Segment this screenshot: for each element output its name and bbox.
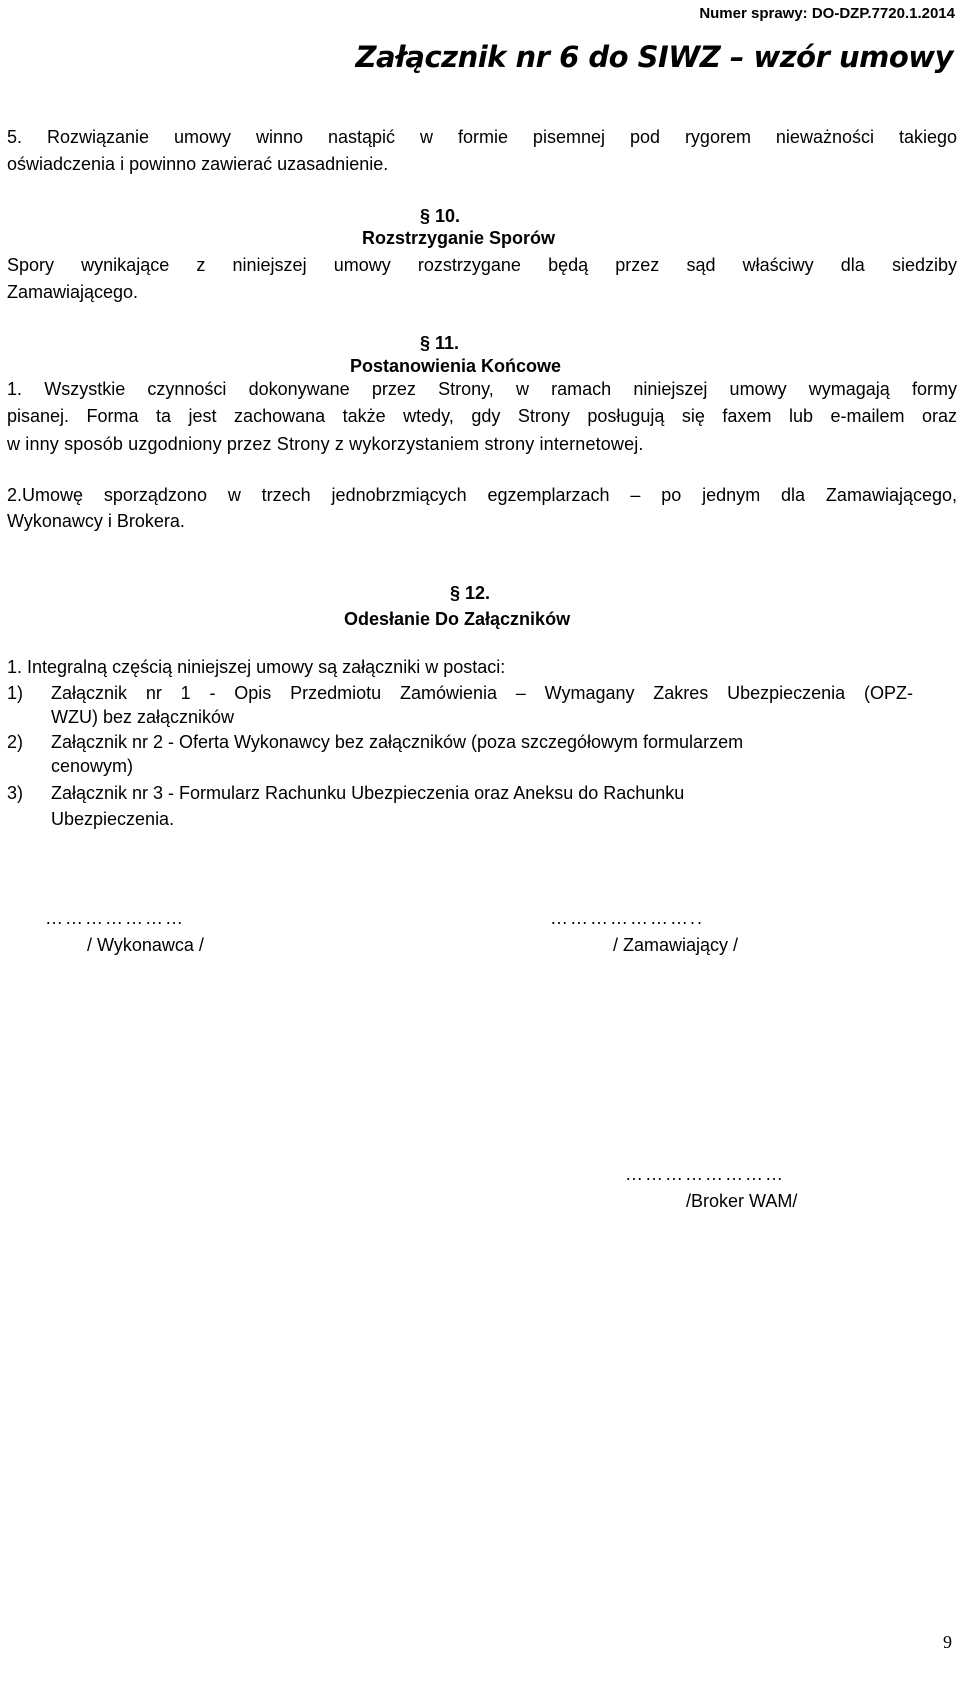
section11-p1-line2: pisanej. Forma ta jest zachowana także wtedy, gdy Strony posługują się faxem lub e-mailem oraz bbox=[7, 406, 957, 426]
broker-signature-line: …………………… bbox=[625, 1164, 785, 1184]
attachment-3-number: 3) bbox=[7, 783, 24, 803]
section12-title: Odesłanie Do Załączników bbox=[344, 609, 571, 629]
section10-line2: Zamawiającego. bbox=[7, 282, 139, 302]
attachment-3-line1: Załącznik nr 3 - Formularz Rachunku Ubezpieczenia oraz Aneksu do Rachunku bbox=[51, 783, 685, 803]
attachment-1-line2: WZU) bez załączników bbox=[51, 707, 235, 727]
section10-line1: Spory wynikające z niniejszej umowy rozstrzygane będą przez sąd właściwy dla siedziby bbox=[7, 255, 957, 275]
section11-p2-line1: 2.Umowę sporządzono w trzech jednobrzmiących egzemplarzach – po jednym dla Zamawiającego, bbox=[7, 485, 957, 505]
case-number: Numer sprawy: DO-DZP.7720.1.2014 bbox=[699, 5, 955, 22]
document-title: Załącznik nr 6 do SIWZ – wzór umowy bbox=[355, 40, 953, 74]
attachment-2-line1: Załącznik nr 2 - Oferta Wykonawcy bez załączników (poza szczegółowym formularzem bbox=[51, 732, 744, 752]
section10-title: Rozstrzyganie Sporów bbox=[362, 228, 556, 248]
attachment-1-number: 1) bbox=[7, 683, 24, 703]
attachment-1-line1: Załącznik nr 1 - Opis Przedmiotu Zamówienia – Wymagany Zakres Ubezpieczenia (OPZ- bbox=[51, 683, 913, 703]
attachment-2-line2: cenowym) bbox=[51, 756, 134, 776]
section11-p1-line3: w inny sposób uzgodniony przez Strony z wykorzystaniem strony internetowej. bbox=[7, 434, 644, 454]
section11-number: § 11. bbox=[420, 333, 460, 353]
section11-title: Postanowienia Końcowe bbox=[350, 356, 562, 376]
section12-intro: 1. Integralną częścią niniejszej umowy są załączniki w postaci: bbox=[7, 657, 506, 677]
point5-line1: 5. Rozwiązanie umowy winno nastąpić w formie pisemnej pod rygorem nieważności takiego bbox=[7, 127, 957, 147]
point5-line2: oświadczenia i powinno zawierać uzasadnienie. bbox=[7, 154, 389, 174]
contractor-signature-line: ………………… bbox=[45, 908, 185, 928]
section11-p1-line1: 1. Wszystkie czynności dokonywane przez Strony, w ramach niniejszej umowy wymagają formy bbox=[7, 379, 957, 399]
section10-number: § 10. bbox=[420, 206, 461, 226]
section11-p2-line2: Wykonawcy i Brokera. bbox=[7, 511, 185, 531]
client-label: / Zamawiający / bbox=[613, 935, 739, 955]
section12-number: § 12. bbox=[450, 583, 491, 603]
attachment-3-line2: Ubezpieczenia. bbox=[51, 809, 175, 829]
client-signature-line: ………………….. bbox=[550, 908, 705, 928]
page-number: 9 bbox=[943, 1632, 952, 1652]
broker-label: /Broker WAM/ bbox=[686, 1191, 798, 1211]
contractor-label: / Wykonawca / bbox=[87, 935, 204, 955]
attachment-2-number: 2) bbox=[7, 732, 24, 752]
